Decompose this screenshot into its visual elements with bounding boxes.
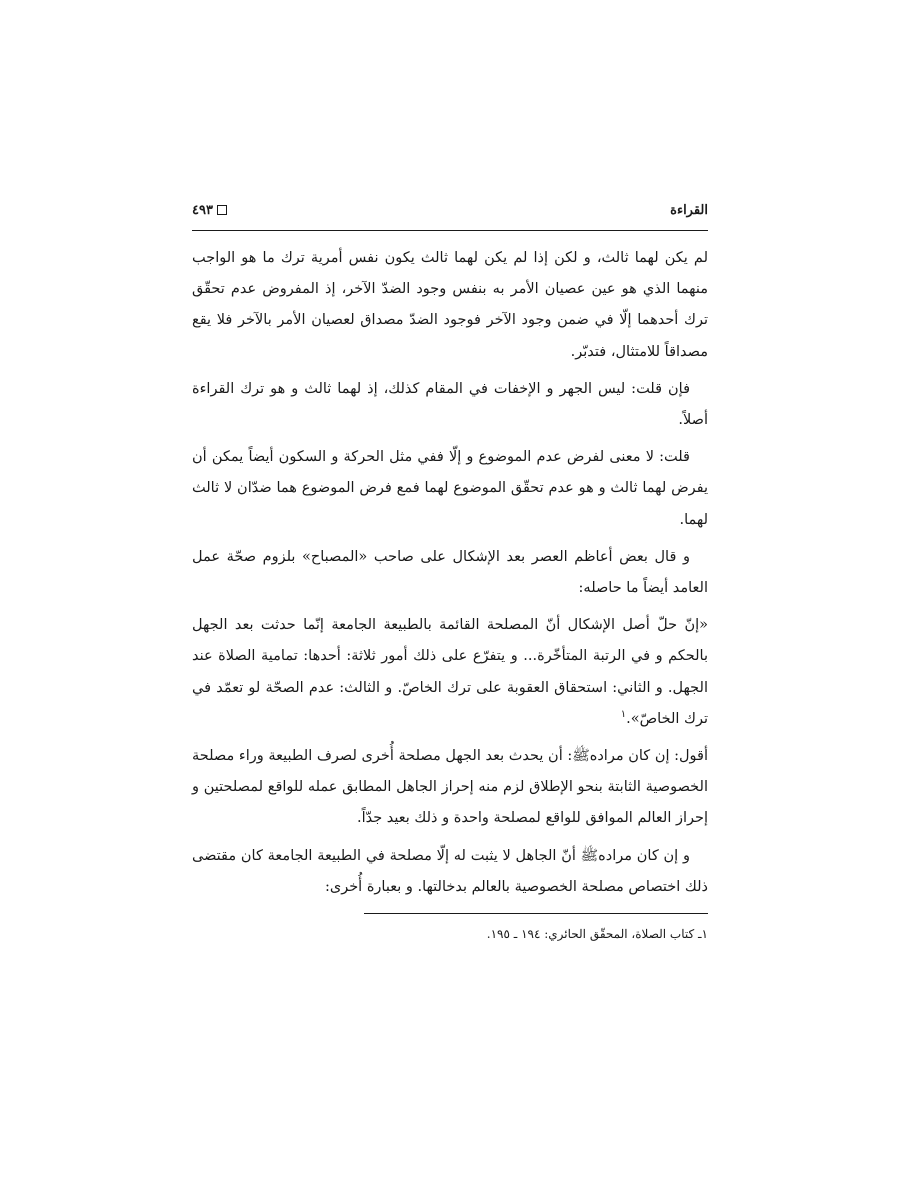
- chapter-title: القراءة: [670, 202, 708, 218]
- body-text: [192, 243, 708, 903]
- paragraph-5: [192, 610, 708, 735]
- paragraph-1: لم يكن لهما ثالث، و لكن إذا لم يكن لهما ثالث يكون نفس أمرية ترك ما هو الواجب منهما الذي هو عين عصيان الأمر به بنفس وجود الضدّ الآخر، إذ المفروض عدم تحقّق ترك أحدهما إلّا في ضمن وجود الآخر فوجود الضدّ مصداق لعصيان الأمر بالآخر فلا يقع مصداقاً للامتثال، فتدبّر.: [192, 250, 708, 360]
- page-number: ٤٩٣: [192, 202, 213, 218]
- footnote: ١ـ كتاب الصلاة، المحقّق الحائري: ١٩٤ ـ ١٩٥.: [486, 927, 708, 942]
- quotation-text: «إنّ حلّ أصل الإشكال أنّ المصلحة القائمة بالطبيعة الجامعة إنّما حدثت بعد الجهل بالحكم و في الرتبة المتأخّرة... و يتفرّع على ذلك أمور ثلاثة: أحدها: تمامية الصلاة عند الجهل. و الثاني: استحقاق العقوبة على ترك الخاصّ. و الثالث: عدم الصحّة لو تعمّد في ترك الخاصّ».: [192, 617, 708, 727]
- footnote-marker: ١: [620, 709, 627, 721]
- header-rule: [192, 230, 708, 231]
- page-number-group: [192, 203, 227, 218]
- footnote-rule: [364, 913, 708, 914]
- paragraph-2: فإن قلت: ليس الجهر و الإخفات في المقام كذلك، إذ لهما ثالث و هو ترك القراءة أصلاً.: [192, 380, 708, 429]
- paragraph-6: أقول: إن كان مراده‌ﷺ: أن يحدث بعد الجهل مصلحة أُخرى لصرف الطبيعة وراء مصلحة الخصوصية الثابتة بنحو الإطلاق لزم منه إحراز الجاهل المطابق عمله للواقع لمصلحتين و إحراز العالم الموافق للواقع لمصلحة واحدة و ذلك بعيد جدّاً.: [192, 748, 708, 827]
- paragraph-7: و إن كان مراده‌ﷺ أنّ الجاهل لا يثبت له إلّا مصلحة في الطبيعة الجامعة كان مقتضى ذلك اختصاص مصلحة الخصوصية بالعالم بدخالتها. و بعبارة أُخرى:: [192, 847, 708, 895]
- page-box-icon: [217, 205, 227, 215]
- running-head: [192, 196, 708, 224]
- book-page: [192, 196, 708, 944]
- paragraph-4: و قال بعض أعاظم العصر بعد الإشكال على صاحب «المصباح» بلزوم صحّة عمل العامد أيضاً ما حاصله:: [192, 548, 708, 597]
- paragraph-3: قلت: لا معنى لفرض عدم الموضوع و إلّا ففي مثل الحركة و السكون أيضاً يمكن أن يفرض لهما ثالث و هو عدم تحقّق الموضوع لهما فمع فرض الموضوع هما ضدّان لا ثالث لهما.: [192, 449, 708, 528]
